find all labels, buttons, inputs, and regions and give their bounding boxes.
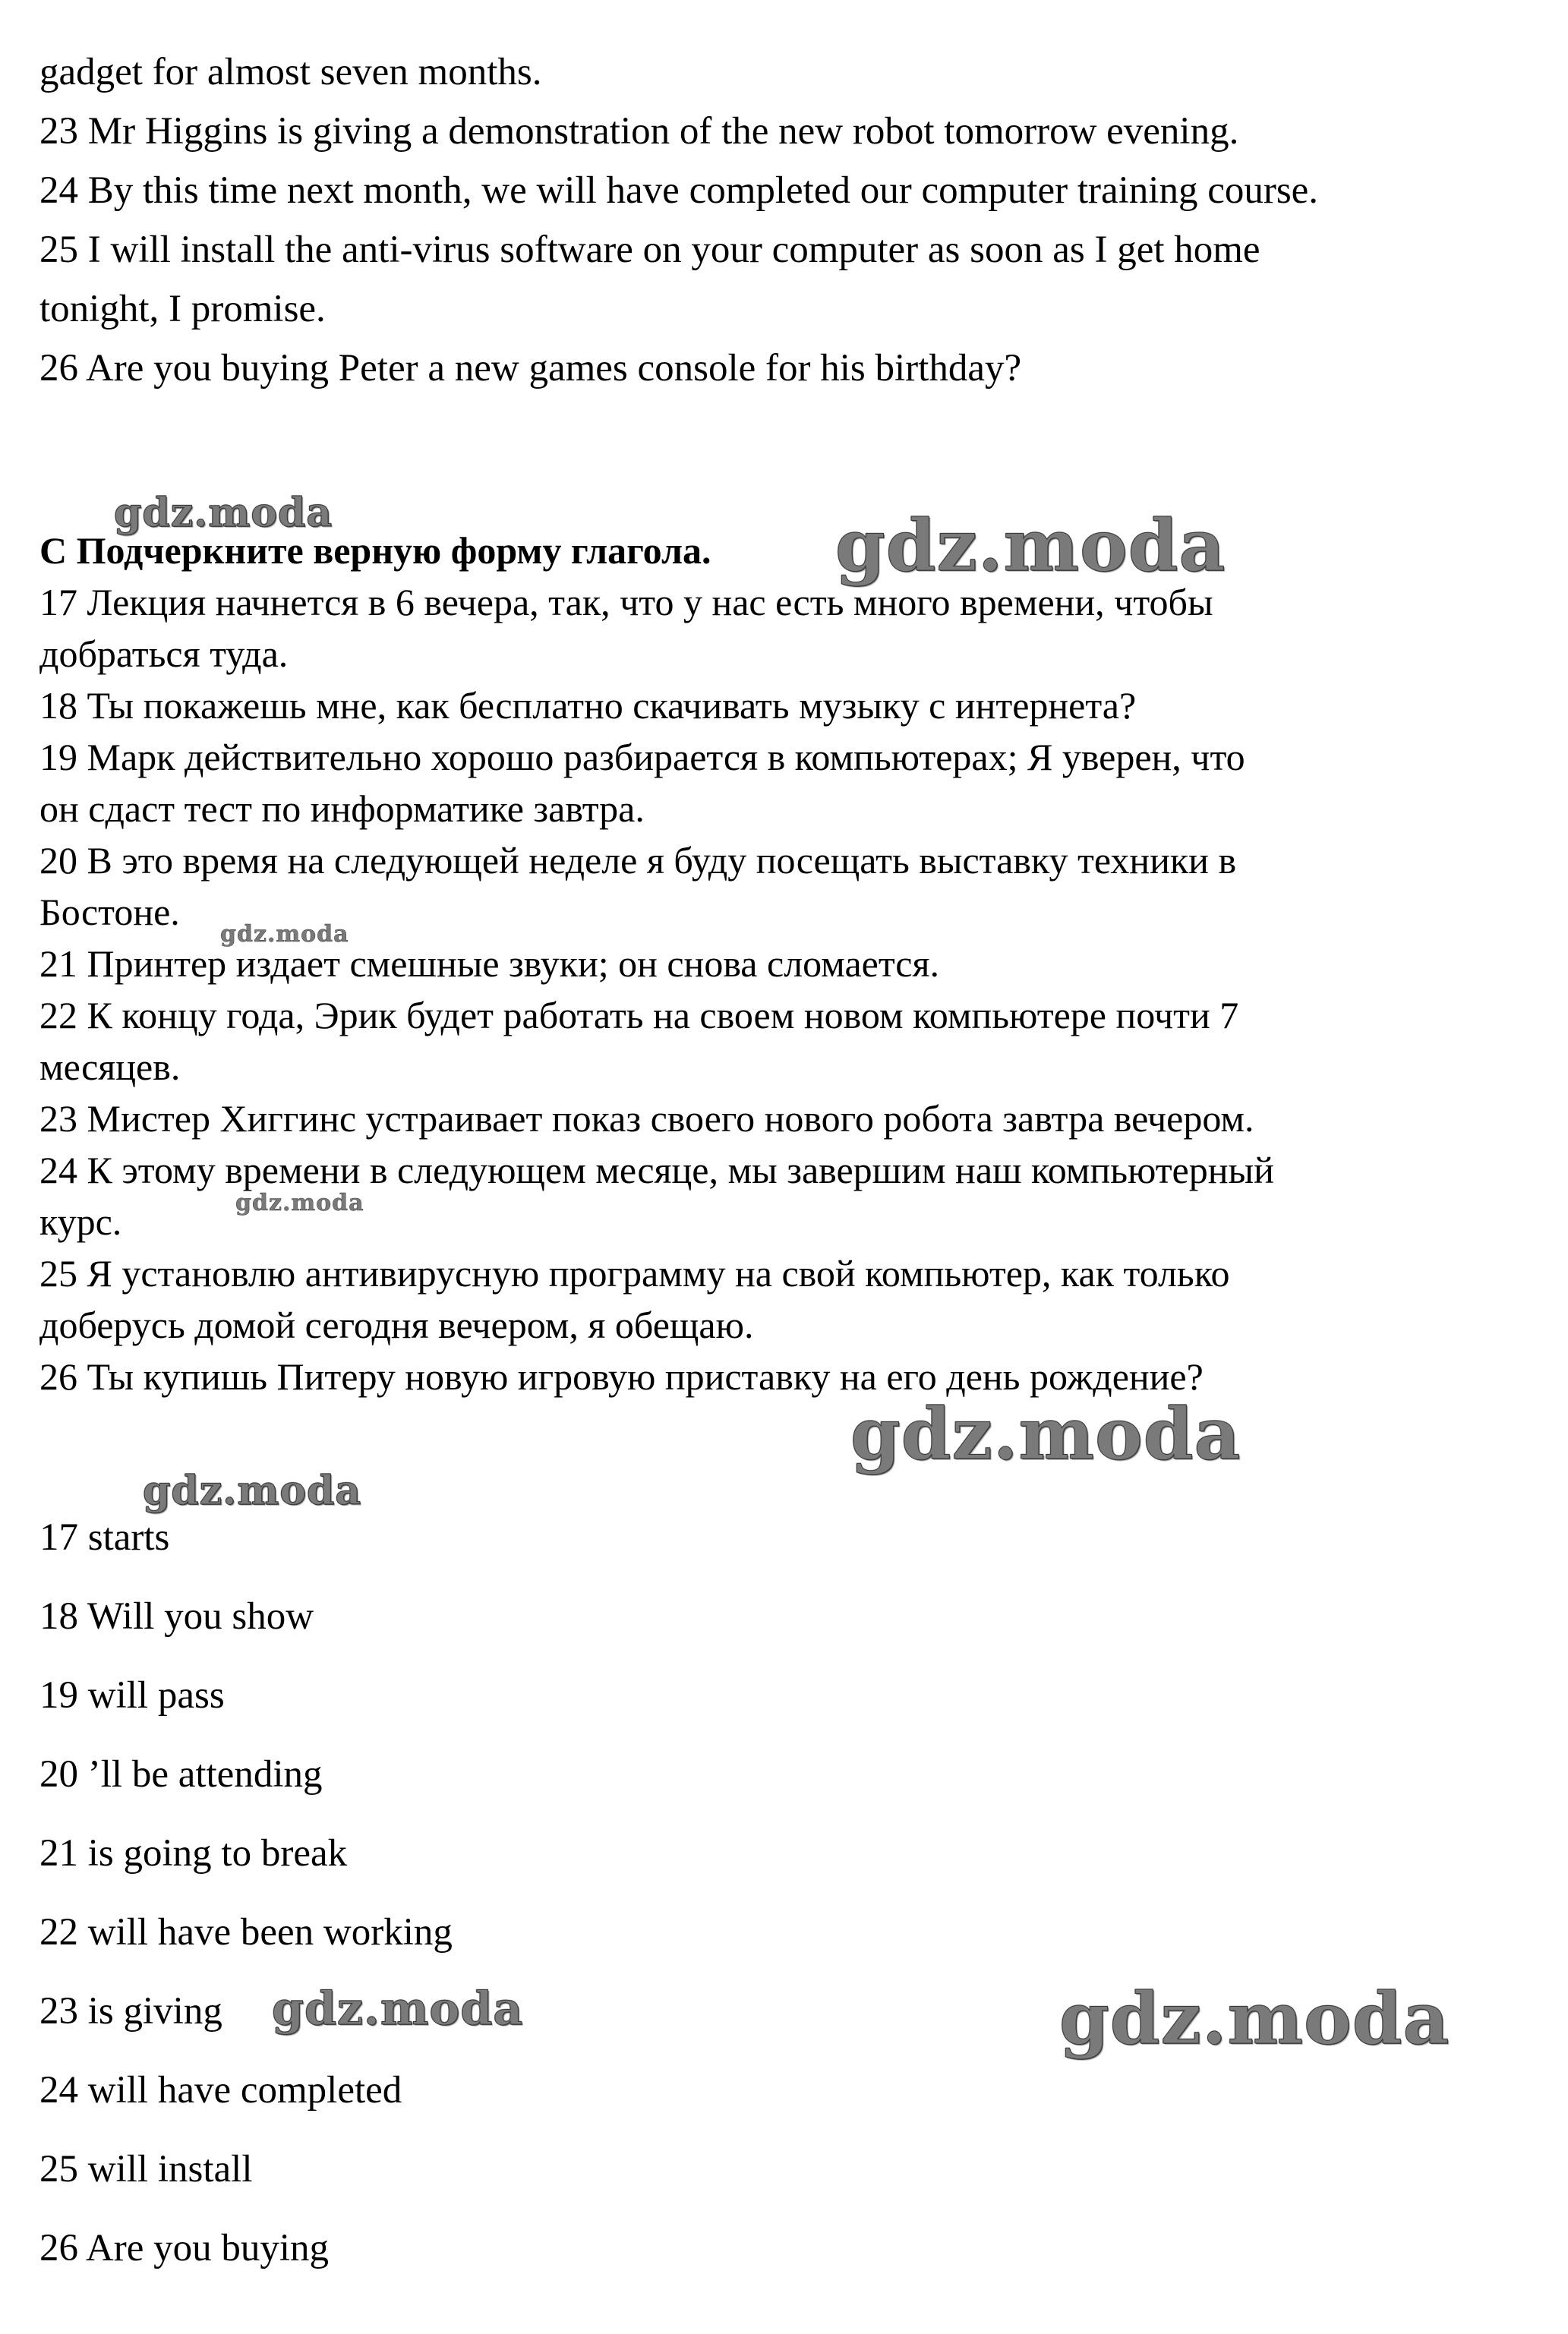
answer-item: 22 will have been working	[39, 1911, 453, 1954]
answer-item: 21 is going to break	[39, 1832, 348, 1875]
watermark: gdz.moda	[1059, 1977, 1450, 2061]
english-line: 26 Are you buying Peter a new games console for his birthday?	[39, 347, 1022, 390]
answer-item: 19 will pass	[39, 1674, 225, 1717]
watermark: gdz.moda	[235, 1190, 364, 1216]
answer-item: 24 will have completed	[39, 2069, 402, 2112]
russian-line: Бостоне.	[39, 891, 180, 933]
russian-line: 21 Принтер издает смешные звуки; он снова сломается.	[39, 942, 939, 985]
russian-line: 26 Ты купишь Питеру новую игровую приставку на его день рождение?	[39, 1355, 1204, 1398]
answer-item: 18 Will you show	[39, 1595, 314, 1638]
russian-line: 17 Лекция начнется в 6 вечера, так, что у нас есть много времени, чтобы	[39, 581, 1213, 623]
russian-line: он сдаст тест по информатике завтра.	[39, 787, 645, 830]
russian-line: добраться туда.	[39, 632, 289, 675]
russian-line: курс.	[39, 1200, 122, 1243]
answer-item: 20 ’ll be attending	[39, 1753, 323, 1796]
russian-line: доберусь домой сегодня вечером, я обещаю.	[39, 1304, 754, 1346]
english-line: 24 By this time next month, we will have completed our computer training course.	[39, 169, 1319, 212]
watermark: gdz.moda	[114, 490, 333, 536]
answer-item: 26 Are you buying	[39, 2227, 330, 2269]
english-line: 25 I will install the anti-virus software on your computer as soon as I get home	[39, 229, 1260, 271]
watermark: gdz.moda	[850, 1393, 1241, 1476]
watermark: gdz.moda	[220, 921, 349, 948]
english-line: tonight, I promise.	[39, 288, 326, 330]
russian-line: 20 В это время на следующей неделе я буду посещать выставку техники в	[39, 839, 1237, 882]
english-line: gadget for almost seven months.	[39, 51, 542, 93]
answer-item: 17 starts	[39, 1516, 170, 1559]
english-line: 23 Mr Higgins is giving a demonstration of the new robot tomorrow evening.	[39, 110, 1239, 153]
russian-line: 22 К концу года, Эрик будет работать на своем новом компьютере почти 7	[39, 994, 1239, 1036]
watermark: gdz.moda	[143, 1468, 362, 1514]
watermark: gdz.moda	[835, 504, 1226, 588]
russian-line: месяцев.	[39, 1046, 181, 1088]
watermark: gdz.moda	[272, 1982, 524, 2036]
answer-item: 23 is giving	[39, 1990, 222, 2033]
russian-line: 25 Я установлю антивирусную программу на свой компьютер, как только	[39, 1252, 1230, 1295]
russian-line: 24 К этому времени в следующем месяце, мы завершим наш компьютерный	[39, 1149, 1274, 1191]
russian-line: 18 Ты покажешь мне, как бесплатно скачивать музыку с интернета?	[39, 684, 1137, 727]
section-heading: C Подчеркните верную форму глагола.	[39, 529, 711, 572]
russian-line: 23 Мистер Хиггинс устраивает показ своего нового робота завтра вечером.	[39, 1097, 1254, 1140]
russian-line: 19 Марк действительно хорошо разбирается в компьютерах; Я уверен, что	[39, 736, 1245, 778]
answer-item: 25 will install	[39, 2148, 253, 2190]
